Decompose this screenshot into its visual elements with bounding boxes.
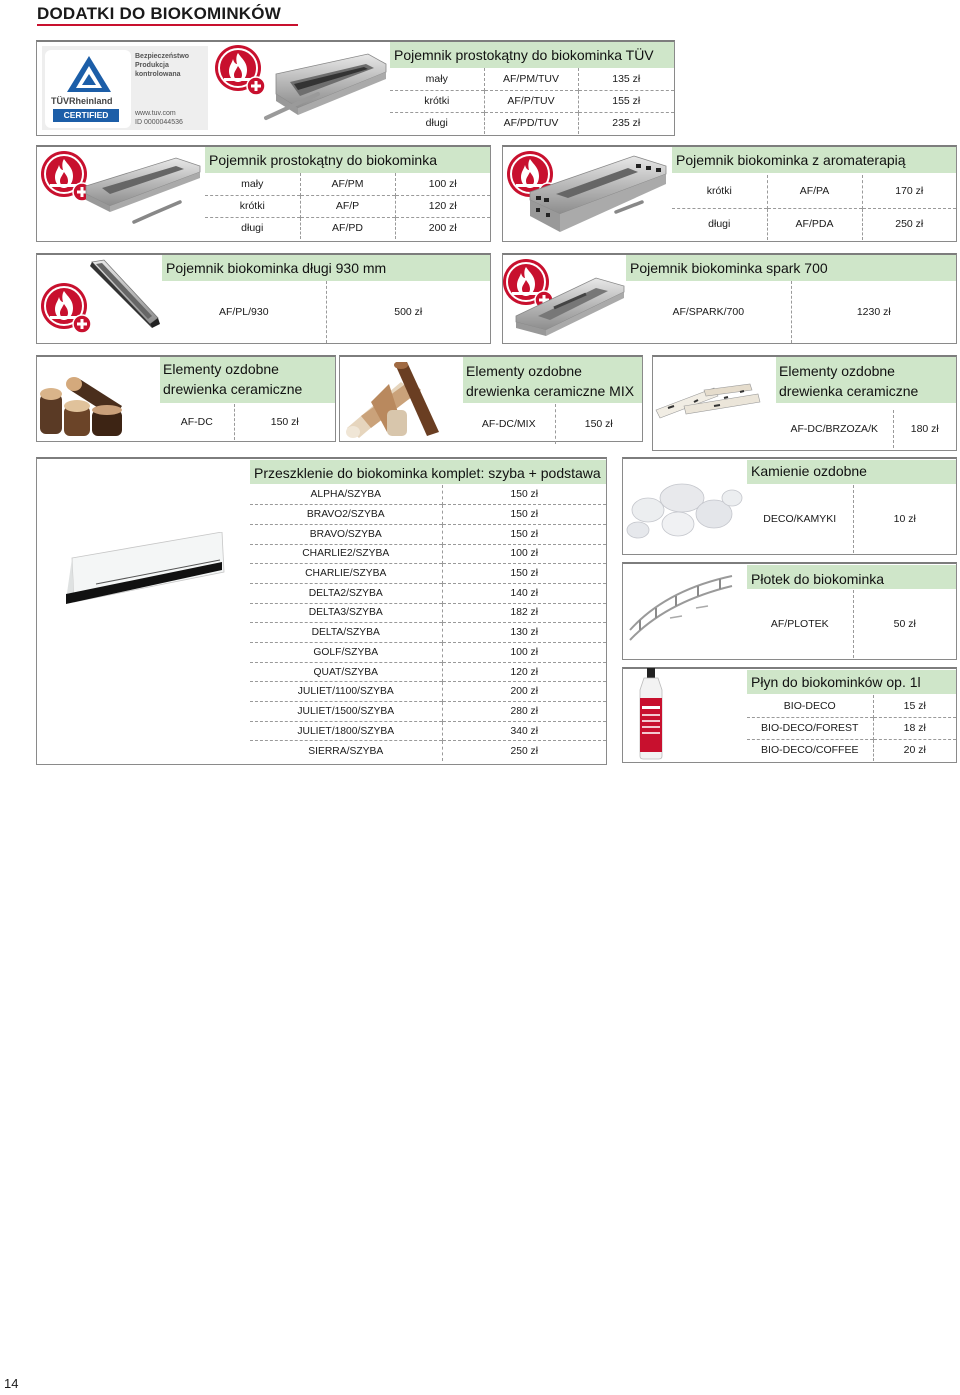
- price-cell: 200 zł: [442, 682, 606, 702]
- price-cell: 340 zł: [442, 721, 606, 741]
- price-cell: 130 zł: [442, 623, 606, 643]
- table-row: [205, 173, 490, 195]
- price-cell: 20 zł: [873, 739, 956, 761]
- code-cell: BRAVO/SZYBA: [250, 524, 442, 544]
- code-cell: QUAT/SZYBA: [250, 662, 442, 682]
- price-cell: 150 zł: [442, 505, 606, 525]
- price-cell: 135 zł: [578, 68, 674, 90]
- logs-mix-title-line-1: Elementy ozdobne: [466, 363, 582, 379]
- fence-table: [747, 590, 956, 658]
- logs-title: [160, 357, 335, 403]
- aroma-container-title: Pojemnik biokominka z aromaterapią: [672, 147, 956, 173]
- code-cell: JULIET/1800/SZYBA: [250, 721, 442, 741]
- table-row: [250, 524, 606, 544]
- stones-title: Kamienie ozdobne: [747, 460, 956, 484]
- table-row: [250, 564, 606, 584]
- code-cell: BIO-DECO/COFFEE: [747, 739, 873, 761]
- table-row: [672, 208, 956, 240]
- code-cell: AF/P: [300, 195, 395, 217]
- price-cell: 250 zł: [442, 741, 606, 761]
- table-row: [390, 90, 674, 112]
- price-cell: 100 zł: [395, 173, 490, 195]
- table-row: [747, 485, 956, 553]
- title-underline: [37, 24, 298, 26]
- code-cell: AF/PDA: [767, 208, 862, 240]
- spark-container-table: [626, 281, 956, 343]
- code-cell: JULIET/1500/SZYBA: [250, 702, 442, 722]
- table-row: [250, 544, 606, 564]
- code-cell: SIERRA/SZYBA: [250, 741, 442, 761]
- size-cell: krótki: [205, 195, 300, 217]
- tuv-url: www.tuv.com: [135, 110, 176, 117]
- price-cell: 150 zł: [442, 485, 606, 505]
- code-cell: AF/PM: [300, 173, 395, 195]
- logs-table: [160, 404, 335, 440]
- table-row: [250, 505, 606, 525]
- tuv-certified-badge: CERTIFIED: [53, 109, 119, 122]
- price-cell: 180 zł: [893, 410, 956, 448]
- code-cell: AF/PLOTEK: [770, 618, 829, 630]
- spark-container-title: Pojemnik biokominka spark 700: [626, 255, 956, 281]
- table-row: [747, 739, 956, 761]
- logs-birch-table: [776, 410, 956, 448]
- tuv-triangle-icon: [65, 54, 113, 94]
- tuv-cert-line: kontrolowana: [135, 71, 181, 78]
- code-cell: AF/PD: [300, 217, 395, 239]
- code-cell: DELTA3/SZYBA: [250, 603, 442, 623]
- code-cell: BIO-DECO: [783, 699, 836, 712]
- ceramic-logs-mix-image: [341, 362, 445, 442]
- price-cell: 155 zł: [578, 90, 674, 112]
- table-row: [390, 112, 674, 134]
- table-row: [626, 281, 956, 343]
- size-cell: długi: [672, 208, 767, 240]
- logs-mix-title: [463, 357, 642, 403]
- glass-title: Przeszklenie do biokominka komplet: szyba + podstawa: [250, 460, 606, 484]
- table-row: [747, 590, 956, 658]
- aroma-container-table: [672, 175, 956, 240]
- long-container-title: Pojemnik biokominka długi 930 mm: [162, 255, 490, 281]
- code-cell: AF/SPARK/700: [672, 306, 745, 318]
- table-row: [776, 410, 956, 448]
- code-cell: AF-DC: [180, 416, 213, 428]
- long-container-image: [88, 258, 162, 330]
- price-cell: 100 zł: [442, 544, 606, 564]
- spark-container-image: [514, 272, 626, 338]
- price-cell: 10 zł: [853, 485, 956, 553]
- price-cell: 150 zł: [442, 524, 606, 544]
- logs-birch-title: [776, 357, 956, 403]
- size-cell: krótki: [390, 90, 484, 112]
- table-row: [747, 717, 956, 739]
- table-row: [250, 702, 606, 722]
- price-cell: 140 zł: [442, 583, 606, 603]
- price-cell: 1230 zł: [791, 281, 956, 343]
- table-row: [162, 281, 490, 343]
- fire-safety-icon: [40, 282, 92, 334]
- price-cell: 150 zł: [234, 404, 335, 440]
- price-cell: 100 zł: [442, 643, 606, 663]
- table-row: [747, 695, 956, 717]
- price-cell: 18 zł: [873, 717, 956, 739]
- table-row: [250, 603, 606, 623]
- fluid-title: Płyn do biokominków op. 1l: [747, 670, 956, 694]
- bio-fluid-bottle-image: [636, 668, 666, 760]
- code-cell: DELTA/SZYBA: [250, 623, 442, 643]
- white-stones-image: [622, 476, 744, 542]
- code-cell: AF-DC/MIX: [481, 418, 536, 430]
- size-cell: mały: [241, 177, 264, 190]
- table-row: [250, 682, 606, 702]
- table-row: [205, 217, 490, 239]
- tuv-cert-line: Produkcja: [135, 62, 169, 69]
- code-cell: JULIET/1100/SZYBA: [250, 682, 442, 702]
- page-title: DODATKI DO BIOKOMINKÓW: [37, 4, 281, 23]
- tuv-cert-line: Bezpieczeństwo: [135, 53, 190, 60]
- table-row: [205, 195, 490, 217]
- code-cell: AF/PM/TUV: [484, 68, 578, 90]
- long-container-table: [162, 281, 490, 343]
- code-cell: AF-DC/BRZOZA/K: [790, 423, 878, 435]
- page-number: 14: [4, 1376, 19, 1391]
- table-row: [250, 741, 606, 761]
- code-cell: CHARLIE/SZYBA: [250, 564, 442, 584]
- price-cell: 280 zł: [442, 702, 606, 722]
- price-cell: 150 zł: [442, 564, 606, 584]
- aroma-container-image: [516, 152, 672, 238]
- tuv-container-table: [390, 68, 674, 134]
- tuv-certificate-logo: [42, 46, 208, 130]
- tuv-id: ID 0000044536: [135, 119, 183, 126]
- tuv-container-title: Pojemnik prostokątny do biokominka TÜV: [390, 42, 674, 68]
- code-cell: AF/PL/930: [218, 306, 269, 318]
- logs-mix-title-line-2: drewienka ceramiczne MIX: [466, 383, 635, 399]
- glass-screen-image: [62, 532, 226, 608]
- stones-table: [747, 485, 956, 553]
- price-cell: 170 zł: [862, 175, 956, 208]
- size-cell: mały: [425, 72, 448, 85]
- table-row: [250, 721, 606, 741]
- logs-birch-title-line-2: drewienka ceramiczne: [779, 383, 919, 399]
- table-row: [250, 583, 606, 603]
- price-cell: 120 zł: [395, 195, 490, 217]
- table-row: [672, 175, 956, 208]
- price-cell: 150 zł: [555, 404, 642, 444]
- code-cell: ALPHA/SZYBA: [310, 489, 381, 501]
- table-row: [463, 404, 642, 444]
- rect-container-image: [80, 156, 202, 232]
- table-row: [160, 404, 335, 440]
- price-cell: 250 zł: [862, 208, 956, 240]
- price-cell: 50 zł: [853, 590, 956, 658]
- fence-image: [626, 570, 738, 644]
- price-cell: 200 zł: [395, 217, 490, 239]
- price-cell: 15 zł: [873, 695, 956, 717]
- price-cell: 120 zł: [442, 662, 606, 682]
- code-cell: CHARLIE2/SZYBA: [250, 544, 442, 564]
- fluid-table: [747, 695, 956, 761]
- ceramic-birch-logs-image: [654, 380, 764, 422]
- code-cell: BIO-DECO/FOREST: [747, 717, 873, 739]
- tuv-brand-text: TÜVRheinland: [51, 96, 113, 106]
- glass-table: [250, 485, 606, 761]
- fence-title: Płotek do biokominka: [747, 565, 956, 589]
- size-cell: długi: [390, 112, 484, 134]
- code-cell: DELTA2/SZYBA: [250, 583, 442, 603]
- code-cell: BRAVO2/SZYBA: [250, 505, 442, 525]
- logs-title-line-1: Elementy ozdobne: [163, 361, 279, 377]
- size-cell: krótki: [706, 185, 732, 198]
- table-row: [390, 68, 674, 90]
- price-cell: 235 zł: [578, 112, 674, 134]
- code-cell: AF/PD/TUV: [484, 112, 578, 134]
- tuv-container-image: [258, 52, 388, 130]
- price-cell: 500 zł: [326, 281, 490, 343]
- price-cell: 182 zł: [442, 603, 606, 623]
- code-cell: DECO/KAMYKI: [763, 513, 837, 525]
- code-cell: GOLF/SZYBA: [250, 643, 442, 663]
- code-cell: AF/P/TUV: [484, 90, 578, 112]
- logs-mix-table: [463, 404, 642, 444]
- table-row: [250, 662, 606, 682]
- rect-container-table: [205, 173, 490, 239]
- code-cell: AF/PA: [767, 175, 862, 208]
- rect-container-title: Pojemnik prostokątny do biokominka: [205, 147, 490, 173]
- ceramic-logs-image: [38, 364, 130, 440]
- table-row: [250, 623, 606, 643]
- table-row: [250, 643, 606, 663]
- logs-birch-title-line-1: Elementy ozdobne: [779, 363, 895, 379]
- logs-title-line-2: drewienka ceramiczne: [163, 381, 303, 397]
- size-cell: długi: [205, 217, 300, 239]
- table-row: [250, 485, 606, 505]
